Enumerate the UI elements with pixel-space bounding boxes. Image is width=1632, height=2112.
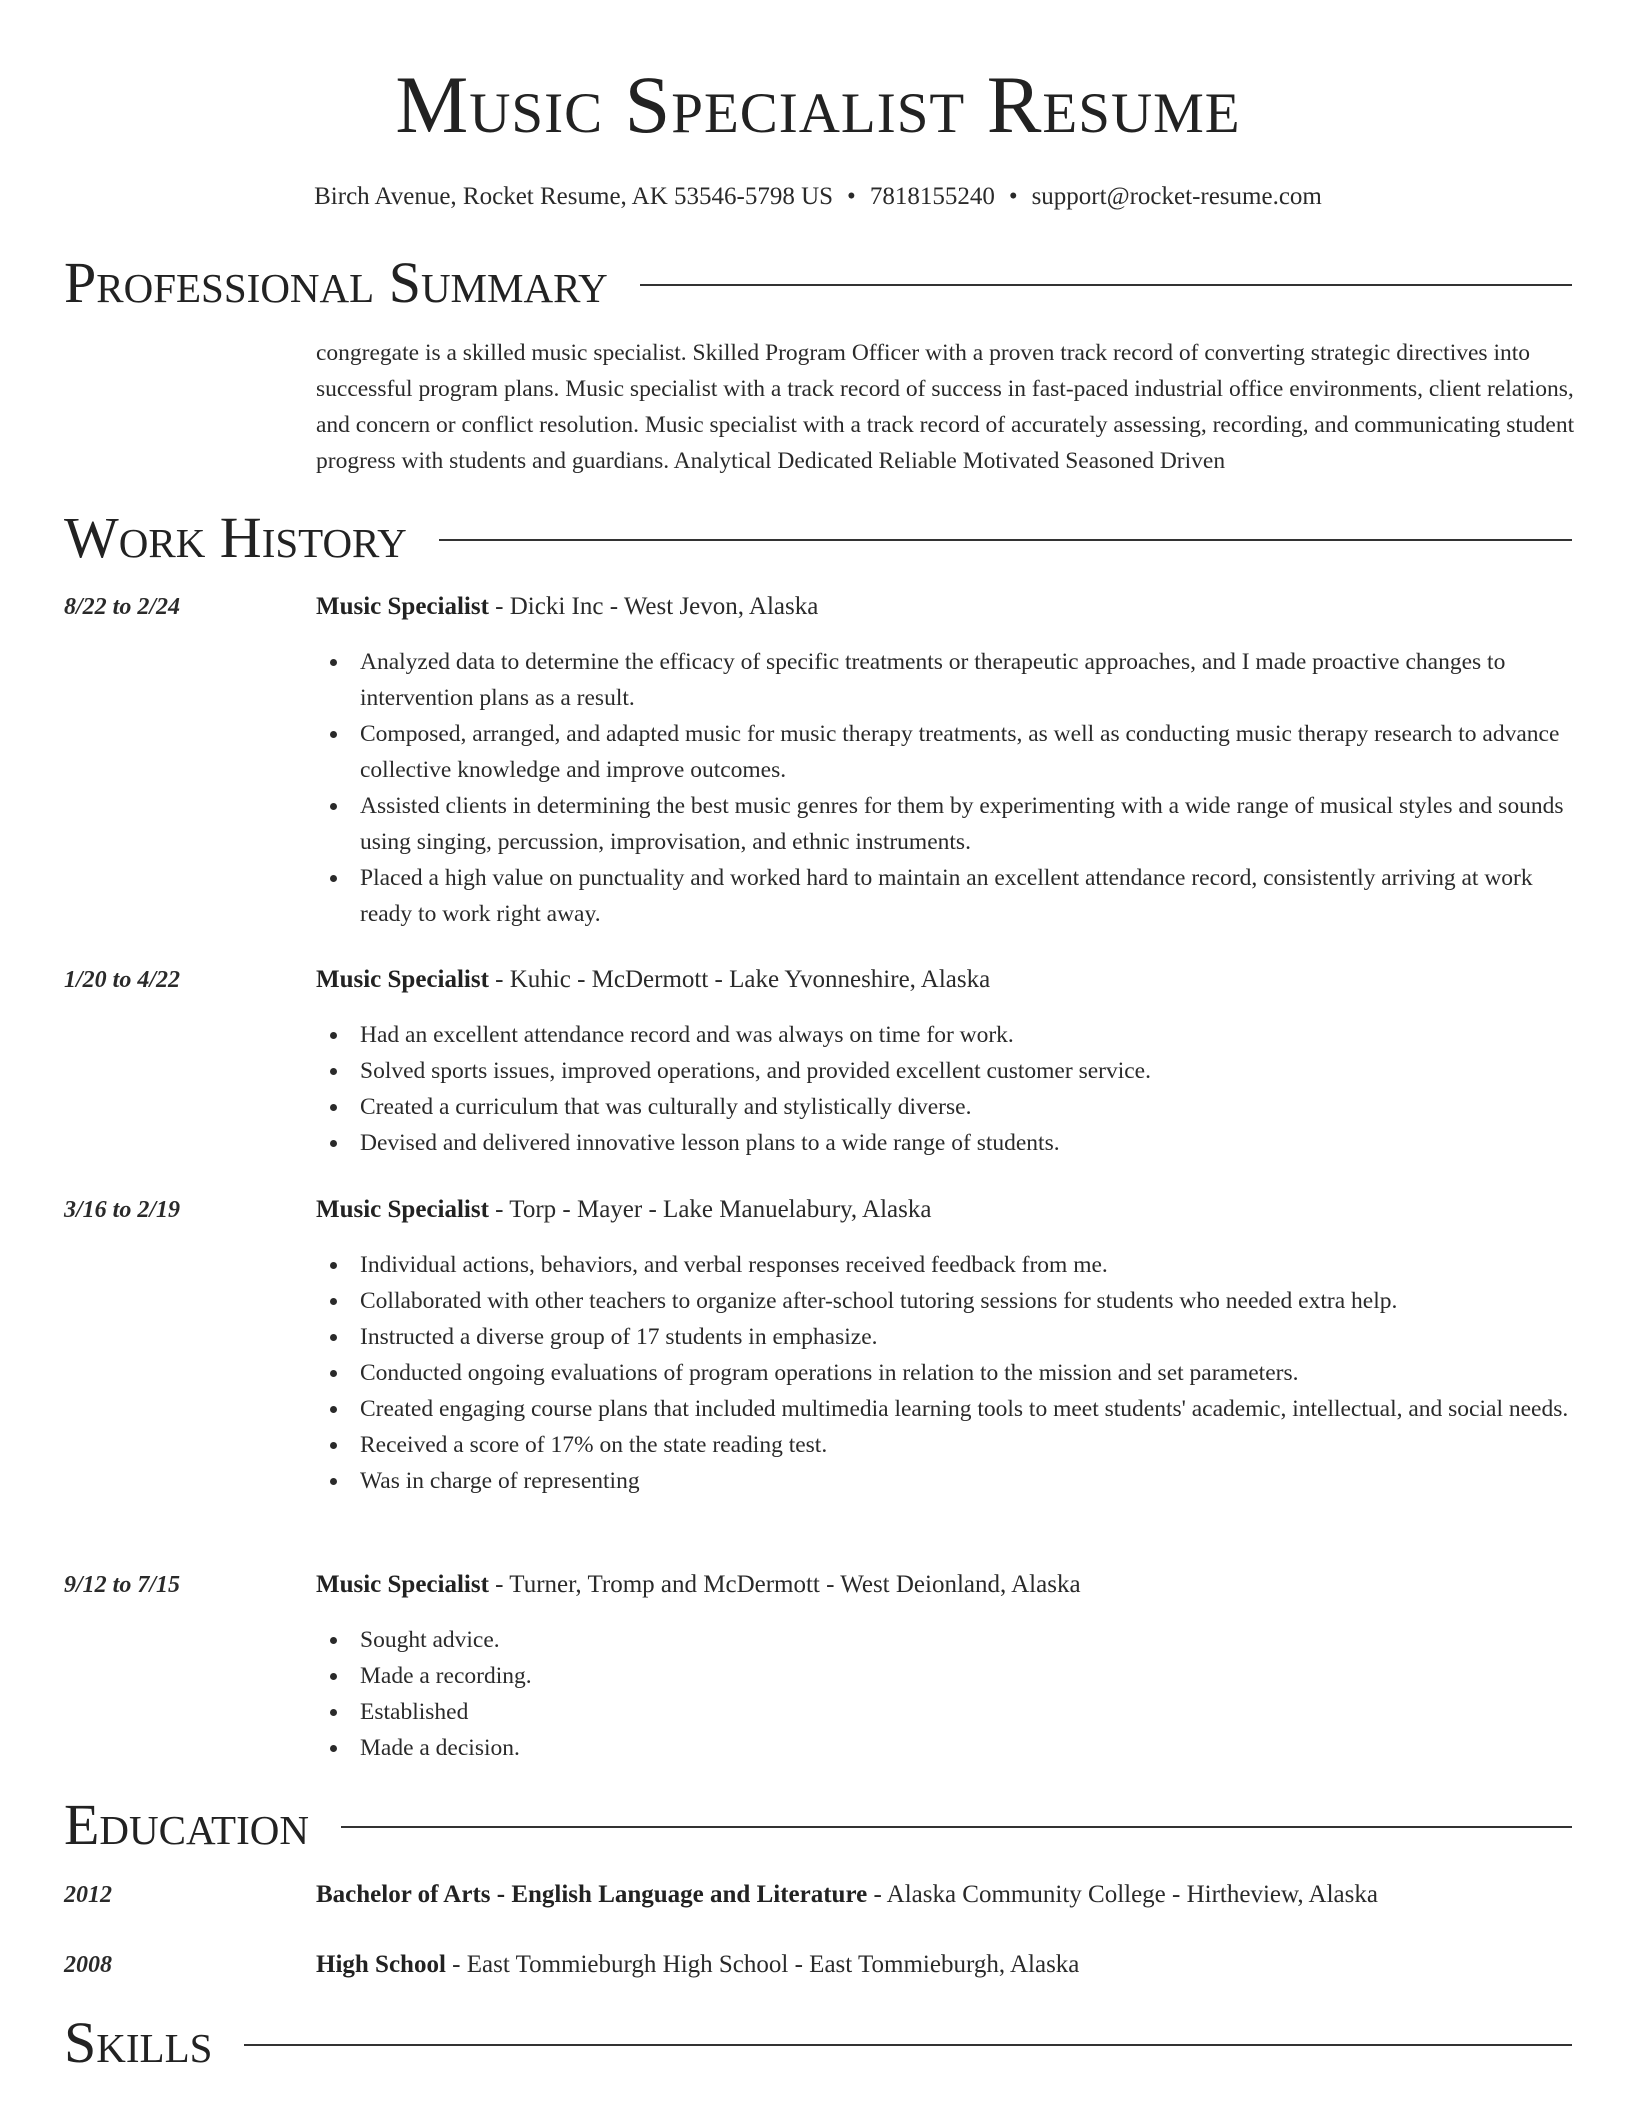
list-item: Received a score of 17% on the state reading test. [360, 1427, 1572, 1463]
page-title: Music Specialist Resume [395, 59, 1241, 150]
work-bullets [316, 1247, 1572, 1499]
education-date: 2008 [64, 1952, 112, 1978]
section-divider [640, 284, 1572, 286]
skills-section-title: Skills [64, 2010, 213, 2075]
work-section-title: Work History [64, 505, 407, 570]
work-date: 3/16 to 2/19 [64, 1197, 181, 1223]
list-item: Analyzed data to determine the efficacy of specific treatments or therapeutic approaches, and I made proactive changes to intervention plans as a result. [360, 644, 1572, 716]
list-item: Placed a high value on punctuality and worked hard to maintain an excellent attendance record, consistently arriving at work ready to work right away. [360, 860, 1572, 932]
work-details: - Torp - Mayer - Lake Manuelabury, Alaska [488, 1196, 932, 1223]
education-heading [316, 1950, 1572, 1980]
work-role: Music Specialist [316, 966, 489, 993]
list-item: Collaborated with other teachers to organize after-school tutoring sessions for students who needed extra help. [360, 1283, 1572, 1319]
contact-address: Birch Avenue, Rocket Resume, AK 53546-5798 US [314, 183, 834, 210]
list-item: Was in charge of representing [360, 1463, 1572, 1499]
work-section-header [64, 505, 1572, 571]
education-entry [64, 1880, 1572, 1910]
work-entry [64, 1195, 1572, 1499]
work-heading [316, 965, 1572, 995]
section-divider [439, 539, 1572, 541]
education-section-title: Education [64, 1792, 309, 1857]
work-role: Music Specialist [316, 1571, 489, 1598]
education-entry [64, 1950, 1572, 1980]
summary-section-title: Professional Summary [64, 250, 608, 315]
work-role: Music Specialist [316, 1196, 489, 1223]
education-details: - Alaska Community College - Hirtheview, Alaska [867, 1881, 1378, 1908]
work-heading [316, 592, 1572, 622]
education-heading [316, 1880, 1572, 1910]
list-item: Sought advice. [360, 1622, 1572, 1658]
work-entry [64, 965, 1572, 1161]
work-date: 1/20 to 4/22 [64, 967, 181, 993]
list-item: Solved sports issues, improved operations, and provided excellent customer service. [360, 1053, 1572, 1089]
work-details: - Dicki Inc - West Jevon, Alaska [488, 593, 819, 620]
list-item: Created engaging course plans that included multimedia learning tools to meet students' academic, intellectual, and social needs. [360, 1391, 1572, 1427]
contact-email[interactable]: support@rocket-resume.com [1031, 183, 1322, 210]
work-date: 8/22 to 2/24 [64, 594, 181, 620]
work-bullets [316, 1017, 1572, 1161]
education-date: 2012 [64, 1882, 112, 1908]
work-date: 9/12 to 7/15 [64, 1572, 181, 1598]
work-heading [316, 1195, 1572, 1225]
contact-line [64, 182, 1572, 212]
section-divider [244, 2044, 1572, 2046]
resume-page [64, 0, 1575, 2075]
list-item: Individual actions, behaviors, and verbal responses received feedback from me. [360, 1247, 1572, 1283]
education-section-header [64, 1792, 1572, 1858]
list-item: Instructed a diverse group of 17 students in emphasize. [360, 1319, 1572, 1355]
contact-separator: • [1008, 183, 1018, 210]
work-bullets [316, 644, 1572, 932]
list-item: Established [360, 1694, 1572, 1730]
contact-separator: • [847, 183, 856, 210]
list-item: Composed, arranged, and adapted music for music therapy treatments, as well as conducting music therapy research to advance collective knowledge and improve outcomes. [360, 716, 1572, 788]
work-entry [64, 592, 1572, 932]
list-item: Made a recording. [360, 1658, 1572, 1694]
work-bullets [316, 1622, 1572, 1766]
contact-phone: 7818155240 [869, 183, 995, 210]
list-item: Assisted clients in determining the best music genres for them by experimenting with a wide range of musical styles and sounds using singing, percussion, improvisation, and ethnic instruments. [360, 788, 1572, 860]
work-entry [64, 1570, 1572, 1766]
education-details: - East Tommieburgh High School - East Tommieburgh, Alaska [445, 1951, 1080, 1978]
list-item: Made a decision. [360, 1730, 1572, 1766]
education-degree: High School [316, 1951, 446, 1978]
list-item: Devised and delivered innovative lesson plans to a wide range of students. [360, 1125, 1572, 1161]
work-details: - Kuhic - McDermott - Lake Yvonneshire, Alaska [488, 966, 991, 993]
section-divider [341, 1826, 1572, 1828]
list-item: Conducted ongoing evaluations of program operations in relation to the mission and set parameters. [360, 1355, 1572, 1391]
list-item: Created a curriculum that was culturally and stylistically diverse. [360, 1089, 1572, 1125]
education-degree: Bachelor of Arts - English Language and Literature [316, 1881, 868, 1908]
work-role: Music Specialist [316, 593, 489, 620]
summary-section-header [64, 250, 1572, 316]
work-heading [316, 1570, 1572, 1600]
work-details: - Turner, Tromp and McDermott - West Deionland, Alaska [488, 1571, 1081, 1598]
summary-text: congregate is a skilled music specialist. Skilled Program Officer with a proven track record of converting strategic directives into successful program plans. Music specialist with a track record of success in fast-paced industrial office environments, client relations, and concern or conflict resolution. Music specialist with a track record of accurately assessing, recording, and communicating student progress with students and guardians. Analytical Dedicated Reliable Motivated Seasoned Driven [316, 340, 1575, 474]
list-item: Had an excellent attendance record and was always on time for work. [360, 1017, 1572, 1053]
skills-section-header [64, 2010, 1572, 2076]
